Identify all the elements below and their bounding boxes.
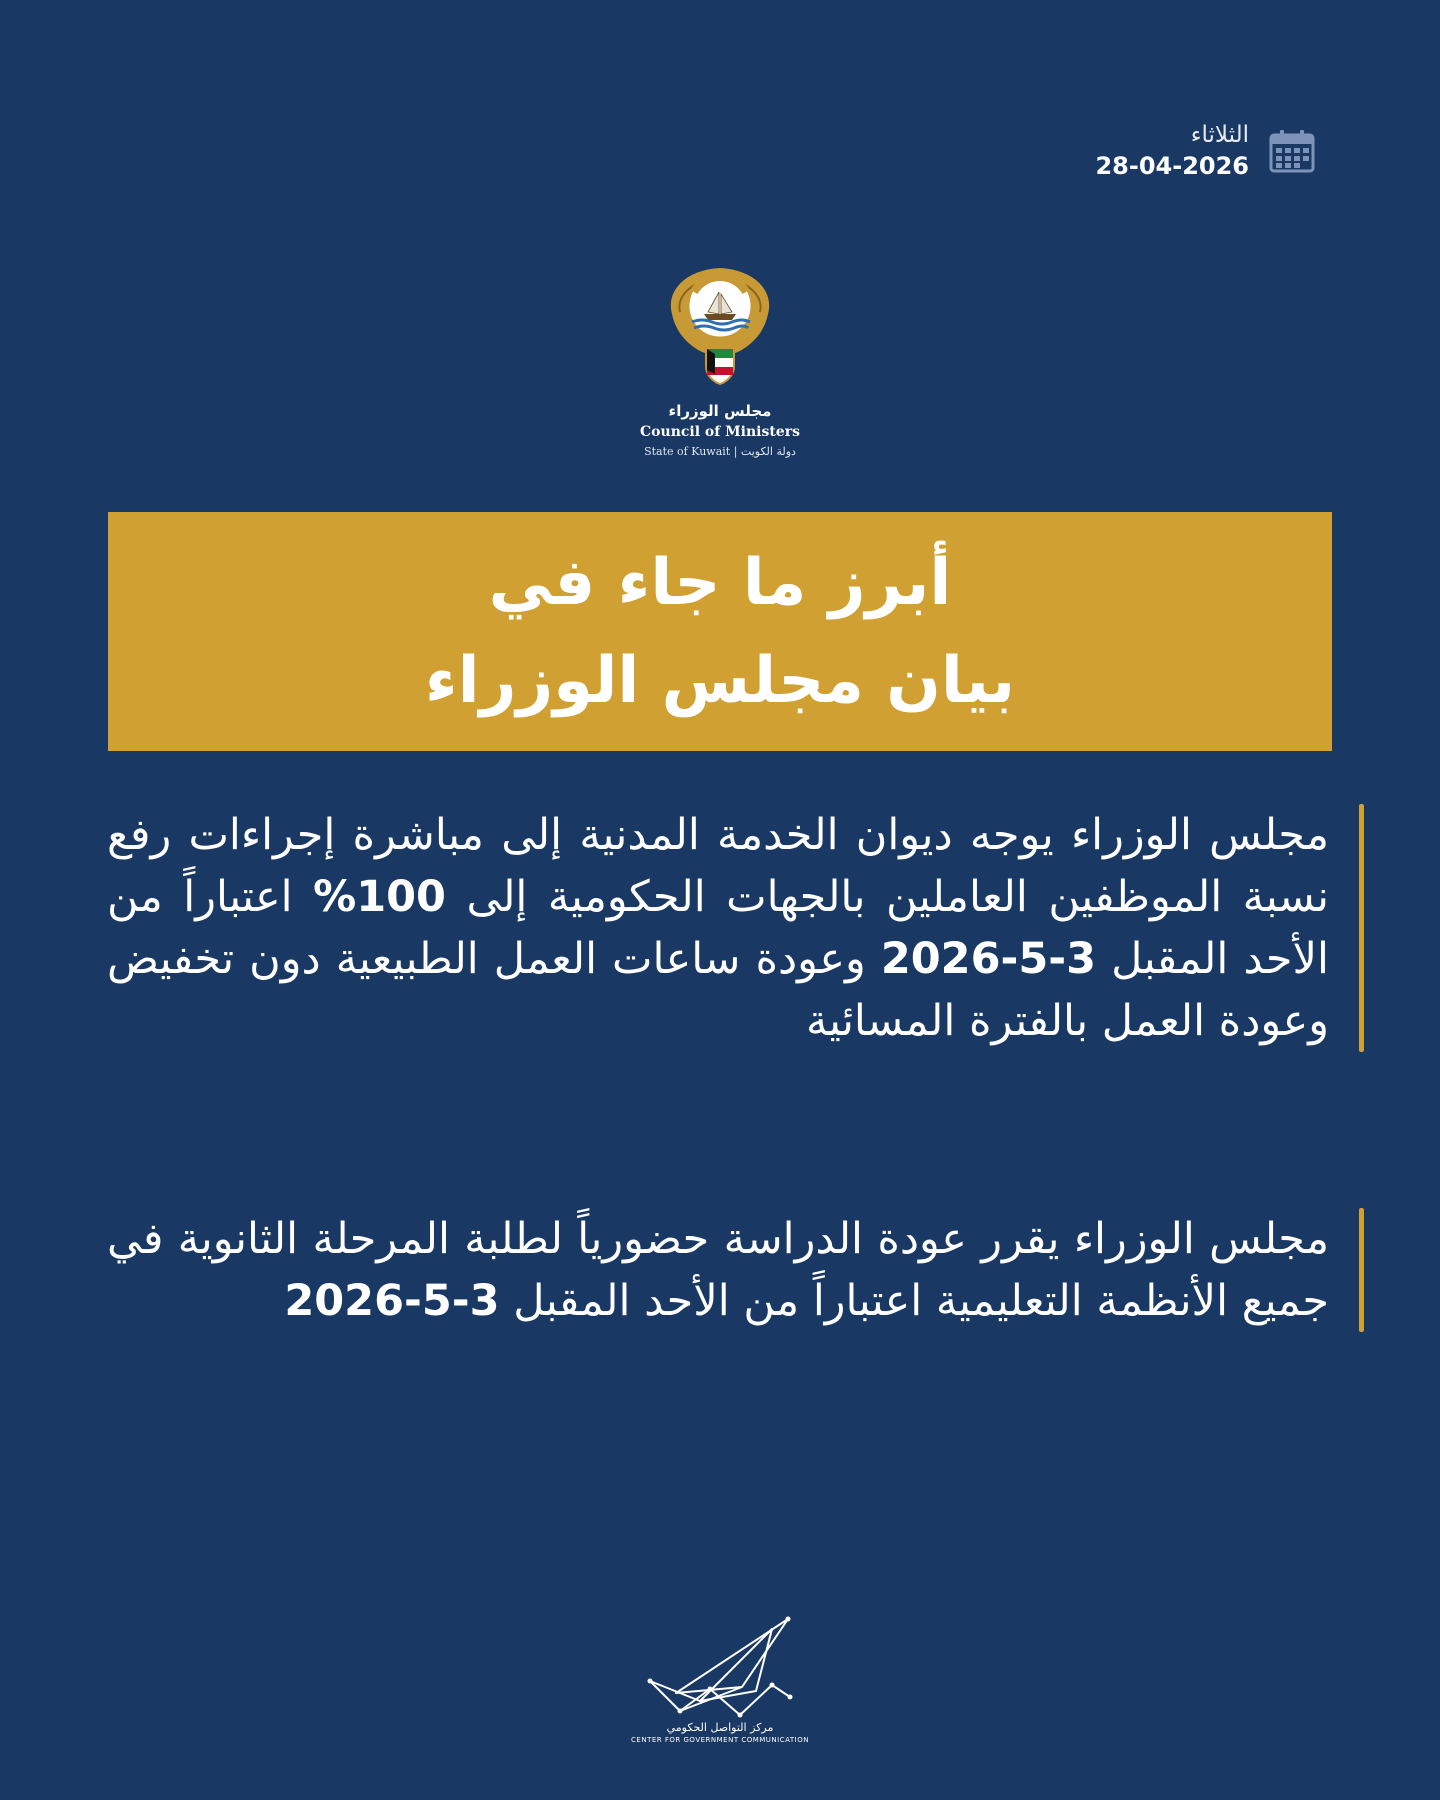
statement-1-highlight-percent: 100% bbox=[313, 872, 446, 922]
statement-item-2 bbox=[102, 1208, 1364, 1332]
statement-2-part-1: مجلس الوزراء يقرر عودة الدراسة حضورياً لطلبة المرحلة الثانوية في جميع الأنظمة التعليمية اعتباراً من الأحد المقبل bbox=[107, 1214, 1329, 1326]
council-name-arabic: مجلس الوزراء bbox=[668, 402, 772, 420]
title-banner bbox=[108, 512, 1332, 751]
date-block bbox=[1095, 120, 1315, 182]
kuwait-emblem-logo bbox=[662, 262, 778, 386]
statement-1-part-2: اعتباراً من الأحد المقبل bbox=[107, 872, 1329, 984]
statement-text-2 bbox=[107, 1208, 1329, 1332]
calendar-icon bbox=[1269, 129, 1315, 173]
statement-1-part-1: مجلس الوزراء يوجه ديوان الخدمة المدنية إلى مباشرة إجراءات رفع نسبة الموظفين العاملين بالجهات الحكومية إلى bbox=[107, 810, 1329, 922]
banner-title-line-2: بيان مجلس الوزراء bbox=[424, 643, 1016, 718]
state-arabic: دولة الكويت bbox=[740, 445, 796, 458]
footer-logo bbox=[0, 1615, 1440, 1744]
footer-name-english: CENTER FOR GOVERNMENT COMMUNICATION bbox=[631, 1736, 809, 1744]
sail-logo-icon bbox=[640, 1615, 800, 1723]
council-name-english: Council of Ministers bbox=[640, 424, 800, 440]
banner-title-line-1: أبرز ما جاء في bbox=[488, 545, 952, 620]
day-label: الثلاثاء bbox=[1190, 122, 1249, 148]
footer-name-arabic: مركز التواصل الحكومي bbox=[666, 1721, 774, 1734]
date-value: 28-04-2026 bbox=[1095, 152, 1249, 180]
council-state-line bbox=[644, 445, 796, 458]
statement-1-part-3: وعودة ساعات العمل الطبيعية دون تخفيض وعودة العمل بالفترة المسائية bbox=[107, 934, 1329, 1046]
state-english: State of Kuwait bbox=[644, 445, 731, 458]
state-separator: | bbox=[733, 445, 738, 458]
council-emblem bbox=[0, 262, 1440, 458]
statement-accent-bar-2 bbox=[1359, 1208, 1364, 1332]
statement-accent-bar-1 bbox=[1359, 804, 1364, 1052]
date-text bbox=[1095, 120, 1249, 182]
statement-1-highlight-date: 3-5-2026 bbox=[880, 934, 1097, 984]
statement-text-1 bbox=[107, 804, 1329, 1052]
statement-2-highlight-date: 3-5-2026 bbox=[284, 1276, 500, 1326]
statement-item-1 bbox=[102, 804, 1364, 1052]
